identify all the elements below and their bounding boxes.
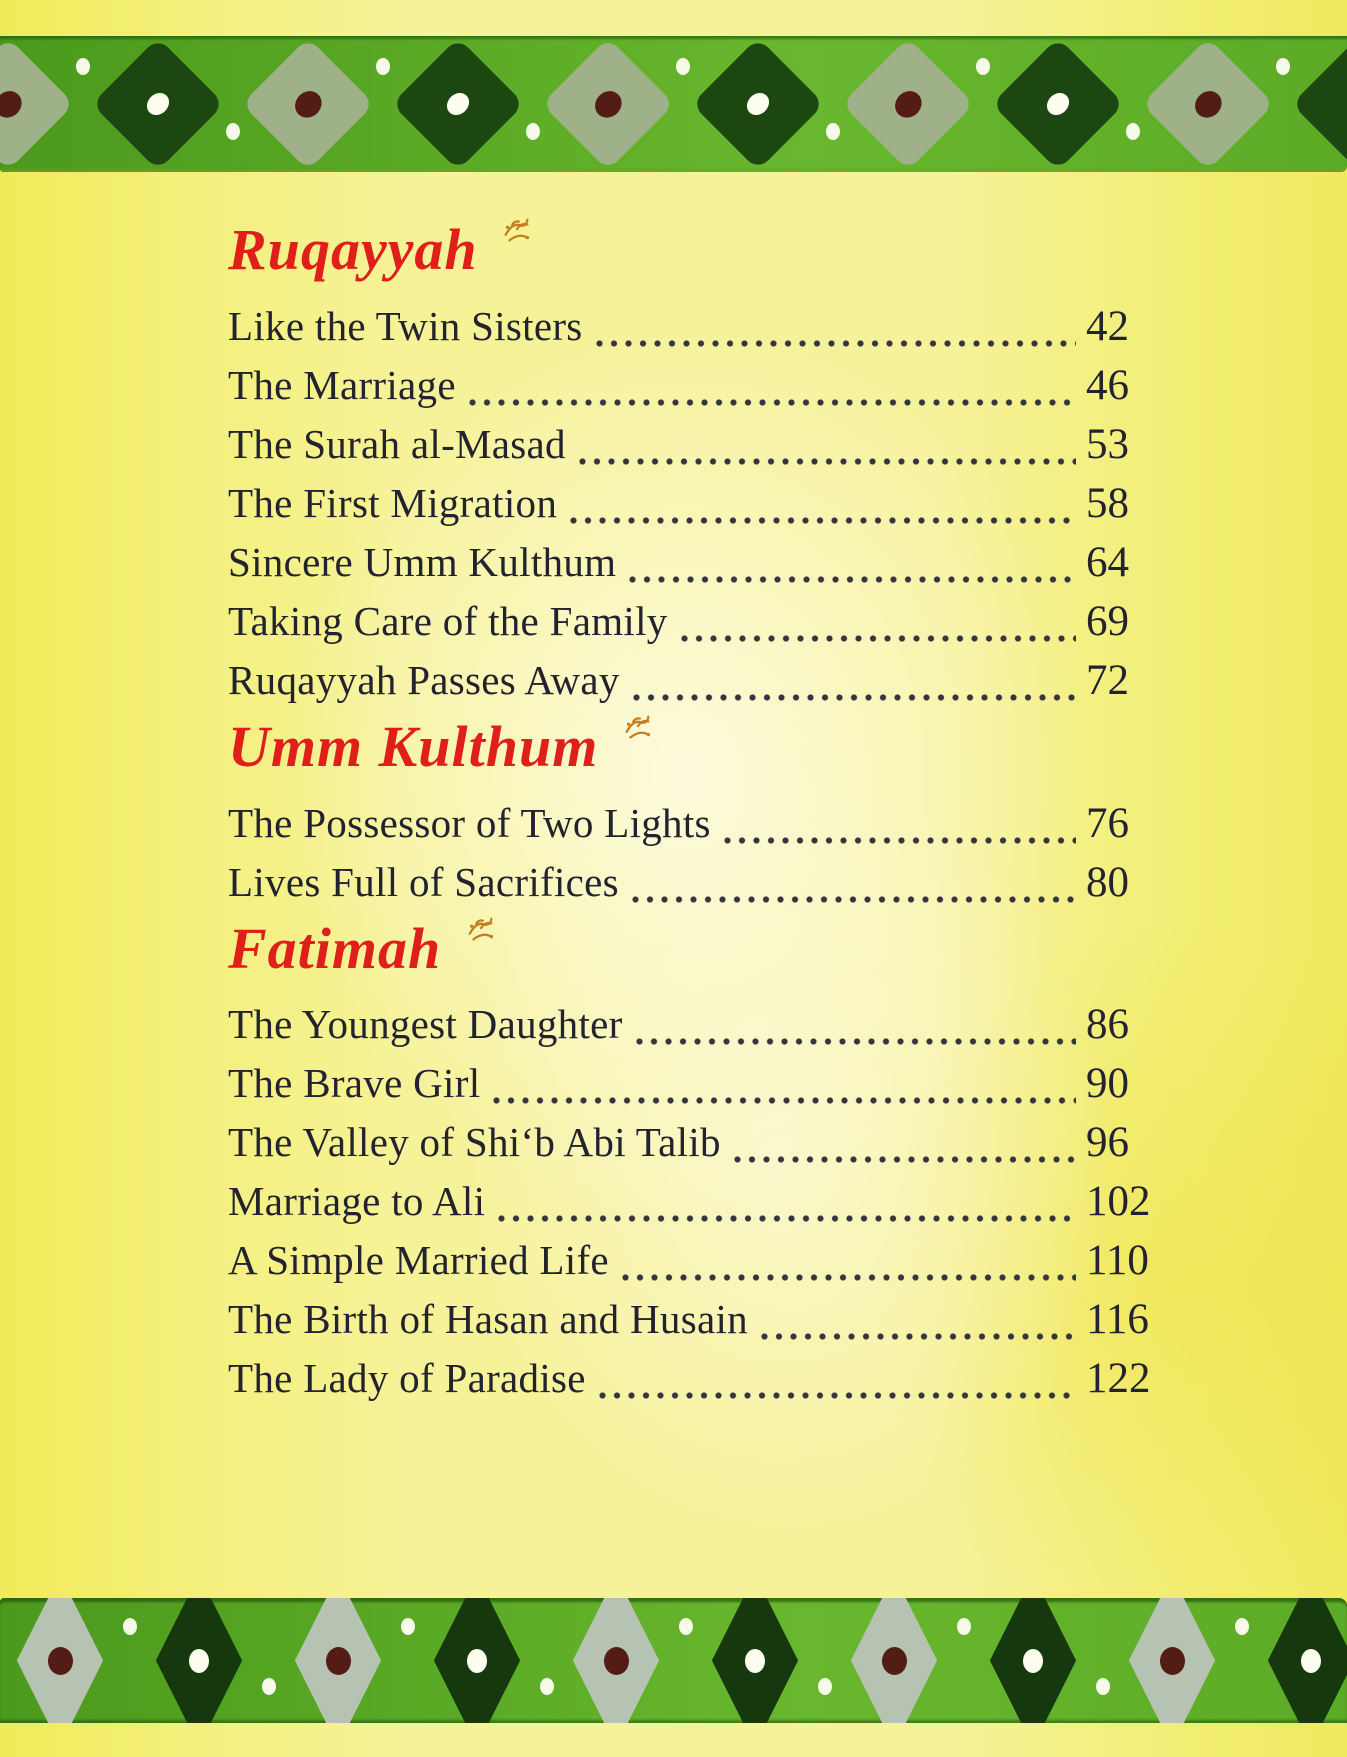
- maroon-center-dot: [882, 1647, 907, 1675]
- toc-section: [228, 218, 1178, 715]
- dotted-leader: [569, 516, 1076, 525]
- maroon-center-dot: [889, 85, 926, 122]
- toc-entry-page-number: 110: [1086, 1237, 1149, 1285]
- white-center-dot: [442, 88, 473, 119]
- toc-entry-page-number: 122: [1086, 1355, 1151, 1403]
- white-speck: [123, 1618, 137, 1635]
- toc-entry: [228, 361, 1178, 420]
- dark-diamond-ornament: [992, 38, 1125, 171]
- toc-entry: [228, 1295, 1178, 1354]
- toc-entry-page-number: 58: [1086, 479, 1129, 527]
- white-center-dot: [1023, 1649, 1043, 1673]
- dark-diamond-ornament: [1262, 1598, 1347, 1723]
- light-diamond-ornament: [842, 38, 975, 171]
- toc-section: [228, 917, 1178, 1414]
- toc-entry-page-number: 96: [1086, 1119, 1129, 1167]
- toc-entry: [228, 1000, 1178, 1059]
- toc-entry-page-number: 116: [1086, 1296, 1149, 1344]
- maroon-center-dot: [1160, 1647, 1185, 1675]
- toc-entry: [228, 858, 1178, 917]
- light-diamond-ornament: [1123, 1598, 1221, 1723]
- dotted-leader: [680, 634, 1076, 643]
- dark-diamond-ornament: [706, 1598, 804, 1723]
- toc-entry-page-number: 80: [1086, 858, 1129, 906]
- light-diamond-ornament: [242, 38, 375, 171]
- white-speck: [976, 58, 990, 75]
- toc-entry-title: The Lady of Paradise: [228, 1355, 586, 1402]
- toc-entry-page-number: 42: [1086, 302, 1129, 350]
- white-speck: [1096, 1678, 1110, 1695]
- toc-entry-title: The Youngest Daughter: [228, 1001, 623, 1048]
- white-speck: [540, 1678, 554, 1695]
- white-speck: [676, 58, 690, 75]
- dotted-leader: [598, 1391, 1076, 1400]
- dotted-leader: [733, 1155, 1076, 1164]
- toc-entry-title: Taking Care of the Family: [228, 597, 668, 644]
- dotted-leader: [631, 895, 1076, 904]
- white-speck: [826, 123, 840, 140]
- table-of-contents: [228, 218, 1178, 1413]
- toc-entry-title: The Valley of Shi‘b Abi Talib: [228, 1119, 721, 1166]
- white-center-dot: [467, 1649, 487, 1673]
- dotted-leader: [632, 693, 1076, 702]
- dark-diamond-ornament: [1292, 38, 1347, 171]
- white-speck: [818, 1678, 832, 1695]
- toc-entry-title: Lives Full of Sacrifices: [228, 858, 619, 905]
- honorific-calligraphy-icon: [465, 895, 497, 959]
- white-speck: [226, 123, 240, 140]
- light-diamond-ornament: [0, 38, 74, 171]
- white-center-dot: [745, 1649, 765, 1673]
- honorific-calligraphy-icon: [501, 196, 533, 260]
- white-speck: [401, 1618, 415, 1635]
- white-center-dot: [742, 88, 773, 119]
- maroon-center-dot: [589, 85, 626, 122]
- dotted-leader: [621, 1273, 1076, 1282]
- honorific-calligraphy-icon: [622, 693, 654, 757]
- toc-entry-page-number: 69: [1086, 597, 1129, 645]
- toc-entry-title: Sincere Umm Kulthum: [228, 538, 617, 585]
- toc-entry-title: The Birth of Hasan and Husain: [228, 1296, 748, 1343]
- toc-entry-page-number: 46: [1086, 361, 1129, 409]
- dotted-leader: [628, 575, 1076, 584]
- maroon-center-dot: [604, 1647, 629, 1675]
- dotted-leader: [760, 1332, 1076, 1341]
- white-center-dot: [189, 1649, 209, 1673]
- toc-entry-title: The Brave Girl: [228, 1060, 481, 1107]
- dark-diamond-ornament: [428, 1598, 526, 1723]
- toc-entry-page-number: 86: [1086, 1001, 1129, 1049]
- toc-entry-page-number: 102: [1086, 1178, 1151, 1226]
- toc-entry-title: Marriage to Ali: [228, 1178, 486, 1225]
- light-diamond-ornament: [567, 1598, 665, 1723]
- white-speck: [262, 1678, 276, 1695]
- white-speck: [76, 58, 90, 75]
- toc-entry-page-number: 90: [1086, 1060, 1129, 1108]
- light-diamond-ornament: [289, 1598, 387, 1723]
- toc-entry: [228, 479, 1178, 538]
- white-center-dot: [1342, 88, 1347, 119]
- toc-entry: [228, 538, 1178, 597]
- section-heading: [228, 218, 1178, 282]
- toc-entry-page-number: 64: [1086, 538, 1129, 586]
- bottom-border-decoration: [0, 1598, 1347, 1723]
- white-speck: [526, 123, 540, 140]
- toc-entry: [228, 1354, 1178, 1413]
- toc-entry-title: Like the Twin Sisters: [228, 302, 583, 349]
- maroon-center-dot: [1189, 85, 1226, 122]
- toc-entry-title: The Possessor of Two Lights: [228, 799, 711, 846]
- light-diamond-ornament: [11, 1598, 109, 1723]
- maroon-center-dot: [0, 85, 27, 122]
- top-border-decoration: [0, 36, 1347, 172]
- toc-entry: [228, 1118, 1178, 1177]
- dotted-leader: [635, 1037, 1076, 1046]
- toc-entry-page-number: 72: [1086, 656, 1129, 704]
- toc-entry: [228, 420, 1178, 479]
- section-heading: [228, 917, 1178, 981]
- toc-entry-title: The First Migration: [228, 479, 558, 526]
- section-title: Ruqayyah: [228, 217, 478, 282]
- toc-entry-title: The Surah al-Masad: [228, 420, 566, 467]
- dark-diamond-ornament: [692, 38, 825, 171]
- white-center-dot: [142, 88, 173, 119]
- white-speck: [957, 1618, 971, 1635]
- white-speck: [1235, 1618, 1249, 1635]
- toc-entry-page-number: 76: [1086, 799, 1129, 847]
- dotted-leader: [492, 1096, 1076, 1105]
- toc-entry: [228, 597, 1178, 656]
- dotted-leader: [595, 339, 1076, 348]
- dotted-leader: [723, 836, 1076, 845]
- toc-entry-page-number: 53: [1086, 420, 1129, 468]
- toc-entry: [228, 799, 1178, 858]
- white-center-dot: [1301, 1649, 1321, 1673]
- toc-entry-title: A Simple Married Life: [228, 1237, 609, 1284]
- dotted-leader: [578, 457, 1076, 466]
- white-speck: [679, 1618, 693, 1635]
- toc-entry-title: The Marriage: [228, 361, 456, 408]
- maroon-center-dot: [48, 1647, 73, 1675]
- dark-diamond-ornament: [150, 1598, 248, 1723]
- light-diamond-ornament: [845, 1598, 943, 1723]
- maroon-center-dot: [326, 1647, 351, 1675]
- toc-entry: [228, 1236, 1178, 1295]
- dark-diamond-ornament: [392, 38, 525, 171]
- light-diamond-ornament: [542, 38, 675, 171]
- toc-entry: [228, 1177, 1178, 1236]
- white-speck: [1276, 58, 1290, 75]
- white-speck: [1126, 123, 1140, 140]
- toc-entry: [228, 302, 1178, 361]
- light-diamond-ornament: [1142, 38, 1275, 171]
- dark-diamond-ornament: [984, 1598, 1082, 1723]
- toc-entry-title: Ruqayyah Passes Away: [228, 656, 620, 703]
- dotted-leader: [468, 398, 1076, 407]
- white-center-dot: [1042, 88, 1073, 119]
- dark-diamond-ornament: [92, 38, 225, 171]
- section-heading: [228, 715, 1178, 779]
- toc-section: [228, 715, 1178, 917]
- section-title: Umm Kulthum: [228, 713, 599, 779]
- toc-entry: [228, 1059, 1178, 1118]
- section-title: Fatimah: [228, 915, 442, 981]
- white-speck: [376, 58, 390, 75]
- maroon-center-dot: [289, 85, 326, 122]
- toc-entry: [228, 656, 1178, 715]
- dotted-leader: [497, 1214, 1076, 1223]
